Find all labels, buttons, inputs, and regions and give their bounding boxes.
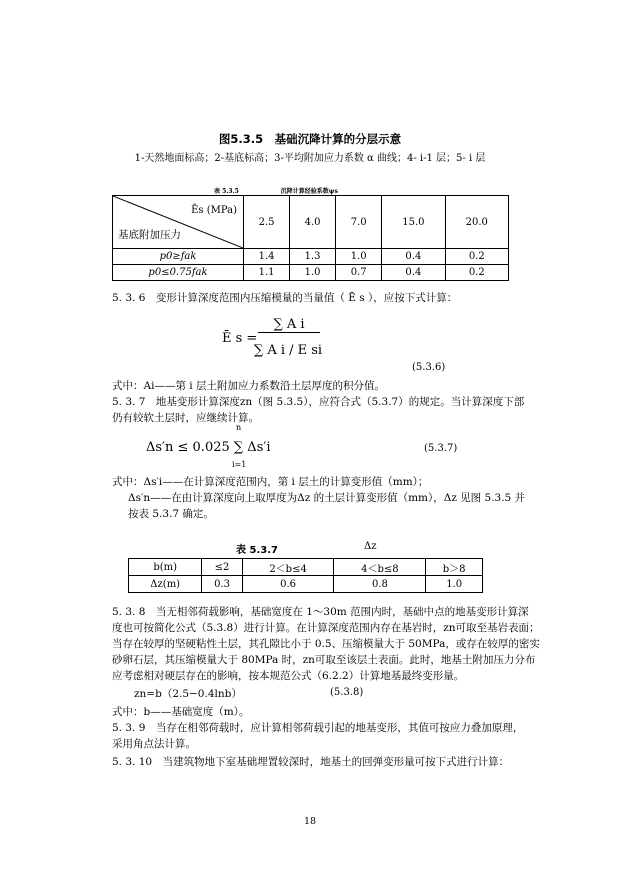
clause-5-3-9-line: 采用角点法计算。 [112,738,196,750]
table-cell: 1.0 [336,249,382,265]
page-number: 18 [303,816,317,827]
table-cell: 0.2 [445,249,508,265]
table-cell: ≤2 [202,559,242,576]
table-cell: 1.3 [290,249,336,265]
column-header: 7.0 [336,196,382,249]
clause-5-3-8-line: 度也可按简化公式（5.3.8）进行计算。在计算深度范围内存在基岩时，zn可取至基岩表面； [112,622,540,634]
clause-5-3-8-line: 当存在较厚的坚硬粘性土层，其孔隙比小于 0.5、压缩模量大于 50MPa，或存在较厚的密实 [112,638,540,650]
clause-5-3-9-line: 5. 3. 9 当存在相邻荷载时，应计算相邻荷载引起的地基变形，其值可按应力叠加原理， [112,722,524,734]
column-header: 4.0 [290,196,336,249]
formula-5-3-6-lhs: Ē s = [222,331,258,346]
table-cell: 0.4 [382,249,445,265]
clause-5-3-8-line: 砂卵石层，其压缩模量大于 80MPa 时，zn可取至该层土表面。此时，地基土附加压力分布 [112,654,536,666]
clause-5-3-8-where: 式中：b——基础宽度（m）。 [112,706,250,718]
table-5-3-7 [128,558,483,593]
table-cell: 1.0 [290,265,336,281]
table-row [113,249,509,265]
formula-5-3-6-denominator: ∑ A i / E si [253,343,323,358]
table-cell: 4＜b≤8 [334,559,426,576]
equation-number: (5.3.8) [330,687,364,698]
equation-number: (5.3.6) [412,362,446,373]
table-5-3-5-title: 表 5.3.5 沉降计算经验系数ψs [214,188,338,195]
table-cell: 0.4 [382,265,445,281]
clause-5-3-7-line: 仍有较软土层时，应继续计算。 [112,412,259,424]
figure-title: 图5.3.5 基础沉降计算的分层示意 [218,132,402,146]
clause-5-3-7-where: Δs′n——在由计算深度向上取厚度为Δz 的土层计算变形值（mm），Δz 见图 5.3.5 并 [128,492,526,504]
table-cell: 1.0 [426,576,483,593]
table-cell: 0.3 [202,576,242,593]
header-es: Ēs (MPa) [191,205,237,216]
formula-5-3-6-numerator: ∑ A i [258,317,320,333]
table-row [129,576,483,593]
table-cell: 0.8 [334,576,426,593]
clause-5-3-8-line: 5. 3. 8 当无相邻荷载影响，基础宽度在 1～30m 范围内时，基础中点的地基变形计算深 [112,606,529,618]
table-5-3-5 [112,195,509,281]
formula-5-3-7: Δs′n ≤ 0.025 ∑ Δs′i [146,440,271,455]
table-cell: 2＜b≤4 [242,559,334,576]
table-cell: 0.7 [336,265,382,281]
clause-5-3-7-where: 式中：Δs′i——在计算深度范围内，第 i 层土的计算变形值（mm）； [112,476,429,488]
table-row [129,559,483,576]
clause-5-3-6: 5. 3. 6 变形计算深度范围内压缩模量的当量值（ Ē s ），应按下式计算： [112,292,458,304]
figure-caption: 1-天然地面标高；2-基底标高；3-平均附加应力系数 α 曲线；4- i-1 层；5- i 层 [134,153,486,164]
header-pressure: 基底附加压力 [118,229,181,241]
equation-number: (5.3.7) [424,443,458,454]
column-header: 2.5 [244,196,290,249]
table-cell: 0.6 [242,576,334,593]
clause-5-3-8-line: 应考虑相对硬层存在的影响，按本规范公式（6.2.2）计算地基最终变形量。 [112,670,465,682]
clause-5-3-10-line: 5. 3. 10 当建筑物地下室基础埋置较深时，地基土的回弹变形量可按下式进行计算： [112,756,510,768]
clause-5-3-7-line: 5. 3. 7 地基变形计算深度zn（图 5.3.5），应符合式（5.3.7）的规定。当计算深度下部 [112,396,525,408]
formula-5-3-8: zn=b（2.5−0.4lnb） [134,688,242,700]
sum-upper-limit: n [236,423,242,432]
column-header: 20.0 [445,196,508,249]
table-cell: b(m) [129,559,202,576]
column-header: 15.0 [382,196,445,249]
clause-5-3-7-where: 按表 5.3.7 确定。 [128,508,214,520]
clause-5-3-6-where: 式中：Ai——第 i 层土附加应力系数沿土层厚度的积分值。 [112,380,385,392]
table-cell: Δz(m) [129,576,202,593]
row-label: p0≤0.75fak [113,265,244,281]
diagonal-header-cell [113,196,244,249]
table-5-3-7-title: 表 5.3.7 [236,545,278,556]
table-row [113,265,509,281]
table-cell: 0.2 [445,265,508,281]
table-cell: 1.4 [244,249,290,265]
table-cell: b＞8 [426,559,483,576]
sum-lower-limit: i=1 [232,460,247,469]
table-cell: 1.1 [244,265,290,281]
row-label: p0≥fak [113,249,244,265]
table-5-3-7-subtitle: Δz [364,541,377,552]
